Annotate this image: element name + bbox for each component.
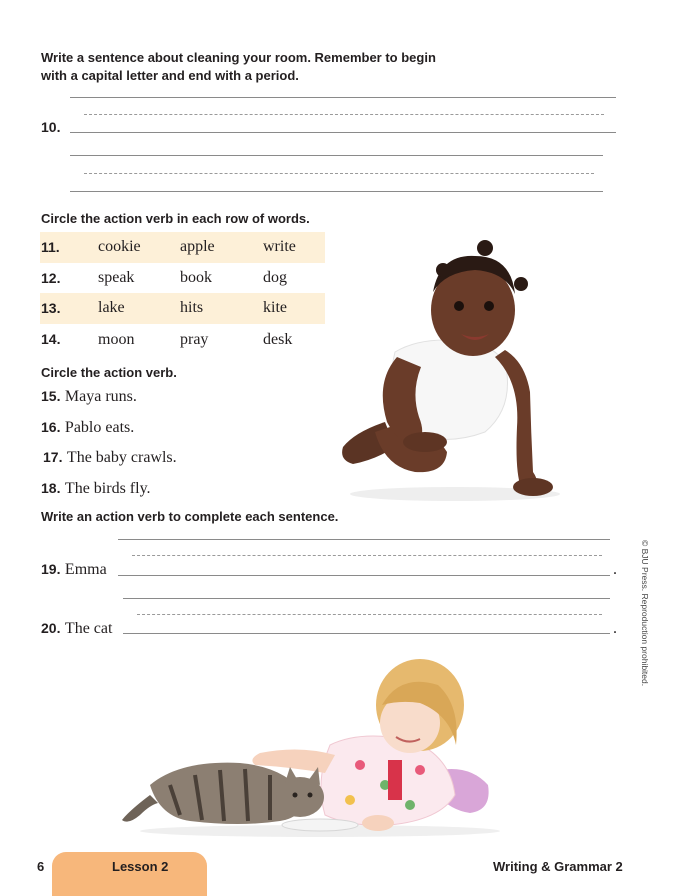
sentence-item <box>41 388 137 406</box>
item-number: 19. <box>41 561 61 577</box>
word-option[interactable]: write <box>263 238 296 255</box>
period: . <box>613 620 617 637</box>
word-option[interactable]: apple <box>180 238 215 255</box>
word-option[interactable]: hits <box>180 299 204 316</box>
word-option[interactable]: dog <box>263 269 287 286</box>
instruction-line-2: with a capital letter and end with a period. <box>41 68 299 83</box>
item-number: 15. <box>41 388 61 404</box>
sentence-item <box>43 449 177 467</box>
instruction-line-1: Write a sentence about cleaning your room. Remember to begin <box>41 50 436 65</box>
copyright-notice <box>640 540 652 687</box>
lesson-label: Lesson 2 <box>112 859 169 874</box>
item-number: 20. <box>41 620 61 636</box>
word-option[interactable]: book <box>180 269 212 286</box>
writing-top-line <box>70 97 616 98</box>
answer-line[interactable] <box>118 575 610 576</box>
writing-top-line <box>70 155 603 156</box>
sentence-item <box>41 419 134 437</box>
row-number: 14. <box>41 331 61 347</box>
sentence-text[interactable]: The baby crawls. <box>66 449 177 466</box>
word-option[interactable]: desk <box>263 331 293 348</box>
fill-item <box>41 620 112 638</box>
instruction-circle-row: Circle the action verb in each row of words. <box>41 211 310 226</box>
writing-top-line <box>118 539 610 540</box>
writing-mid-line <box>132 555 602 556</box>
writing-top-line <box>123 598 610 599</box>
item-number: 18. <box>41 480 61 496</box>
crawling-baby-photo <box>335 232 560 504</box>
sentence-text[interactable]: Pablo eats. <box>64 419 135 436</box>
item-number: 17. <box>43 449 63 465</box>
period: . <box>613 561 617 578</box>
word-option[interactable]: kite <box>263 299 287 316</box>
sentence-start: The cat <box>64 620 113 637</box>
writing-mid-line <box>137 614 602 615</box>
writing-base-line[interactable] <box>70 132 616 133</box>
copyright-text: © BJU Press. Reproduction prohibited. <box>640 540 650 687</box>
item-number: 16. <box>41 419 61 435</box>
answer-line[interactable] <box>123 633 610 634</box>
writing-base-line[interactable] <box>70 191 603 192</box>
page-number: 6 <box>37 859 45 874</box>
word-option[interactable]: speak <box>98 269 135 286</box>
word-option[interactable]: pray <box>180 331 209 348</box>
item-number: 10. <box>41 119 61 135</box>
book-title: Writing & Grammar 2 <box>493 859 623 874</box>
row-number: 11. <box>41 239 60 255</box>
sentence-item <box>41 480 151 498</box>
fill-item <box>41 561 107 579</box>
sentence-text[interactable]: Maya runs. <box>64 388 137 405</box>
writing-mid-line <box>84 114 604 115</box>
instruction-write-verb: Write an action verb to complete each sentence. <box>41 509 339 524</box>
instruction-circle-verb: Circle the action verb. <box>41 365 177 380</box>
instruction-write-sentence <box>41 49 436 85</box>
writing-mid-line <box>84 173 594 174</box>
word-option[interactable]: cookie <box>98 238 141 255</box>
sentence-start: Emma <box>64 561 107 578</box>
sentence-text[interactable]: The birds fly. <box>64 480 151 497</box>
lesson-tab <box>52 852 207 896</box>
girl-petting-kitten-photo <box>120 645 500 840</box>
word-option[interactable]: moon <box>98 331 135 348</box>
row-number: 13. <box>41 300 61 316</box>
word-option[interactable]: lake <box>98 299 125 316</box>
row-number: 12. <box>41 270 61 286</box>
